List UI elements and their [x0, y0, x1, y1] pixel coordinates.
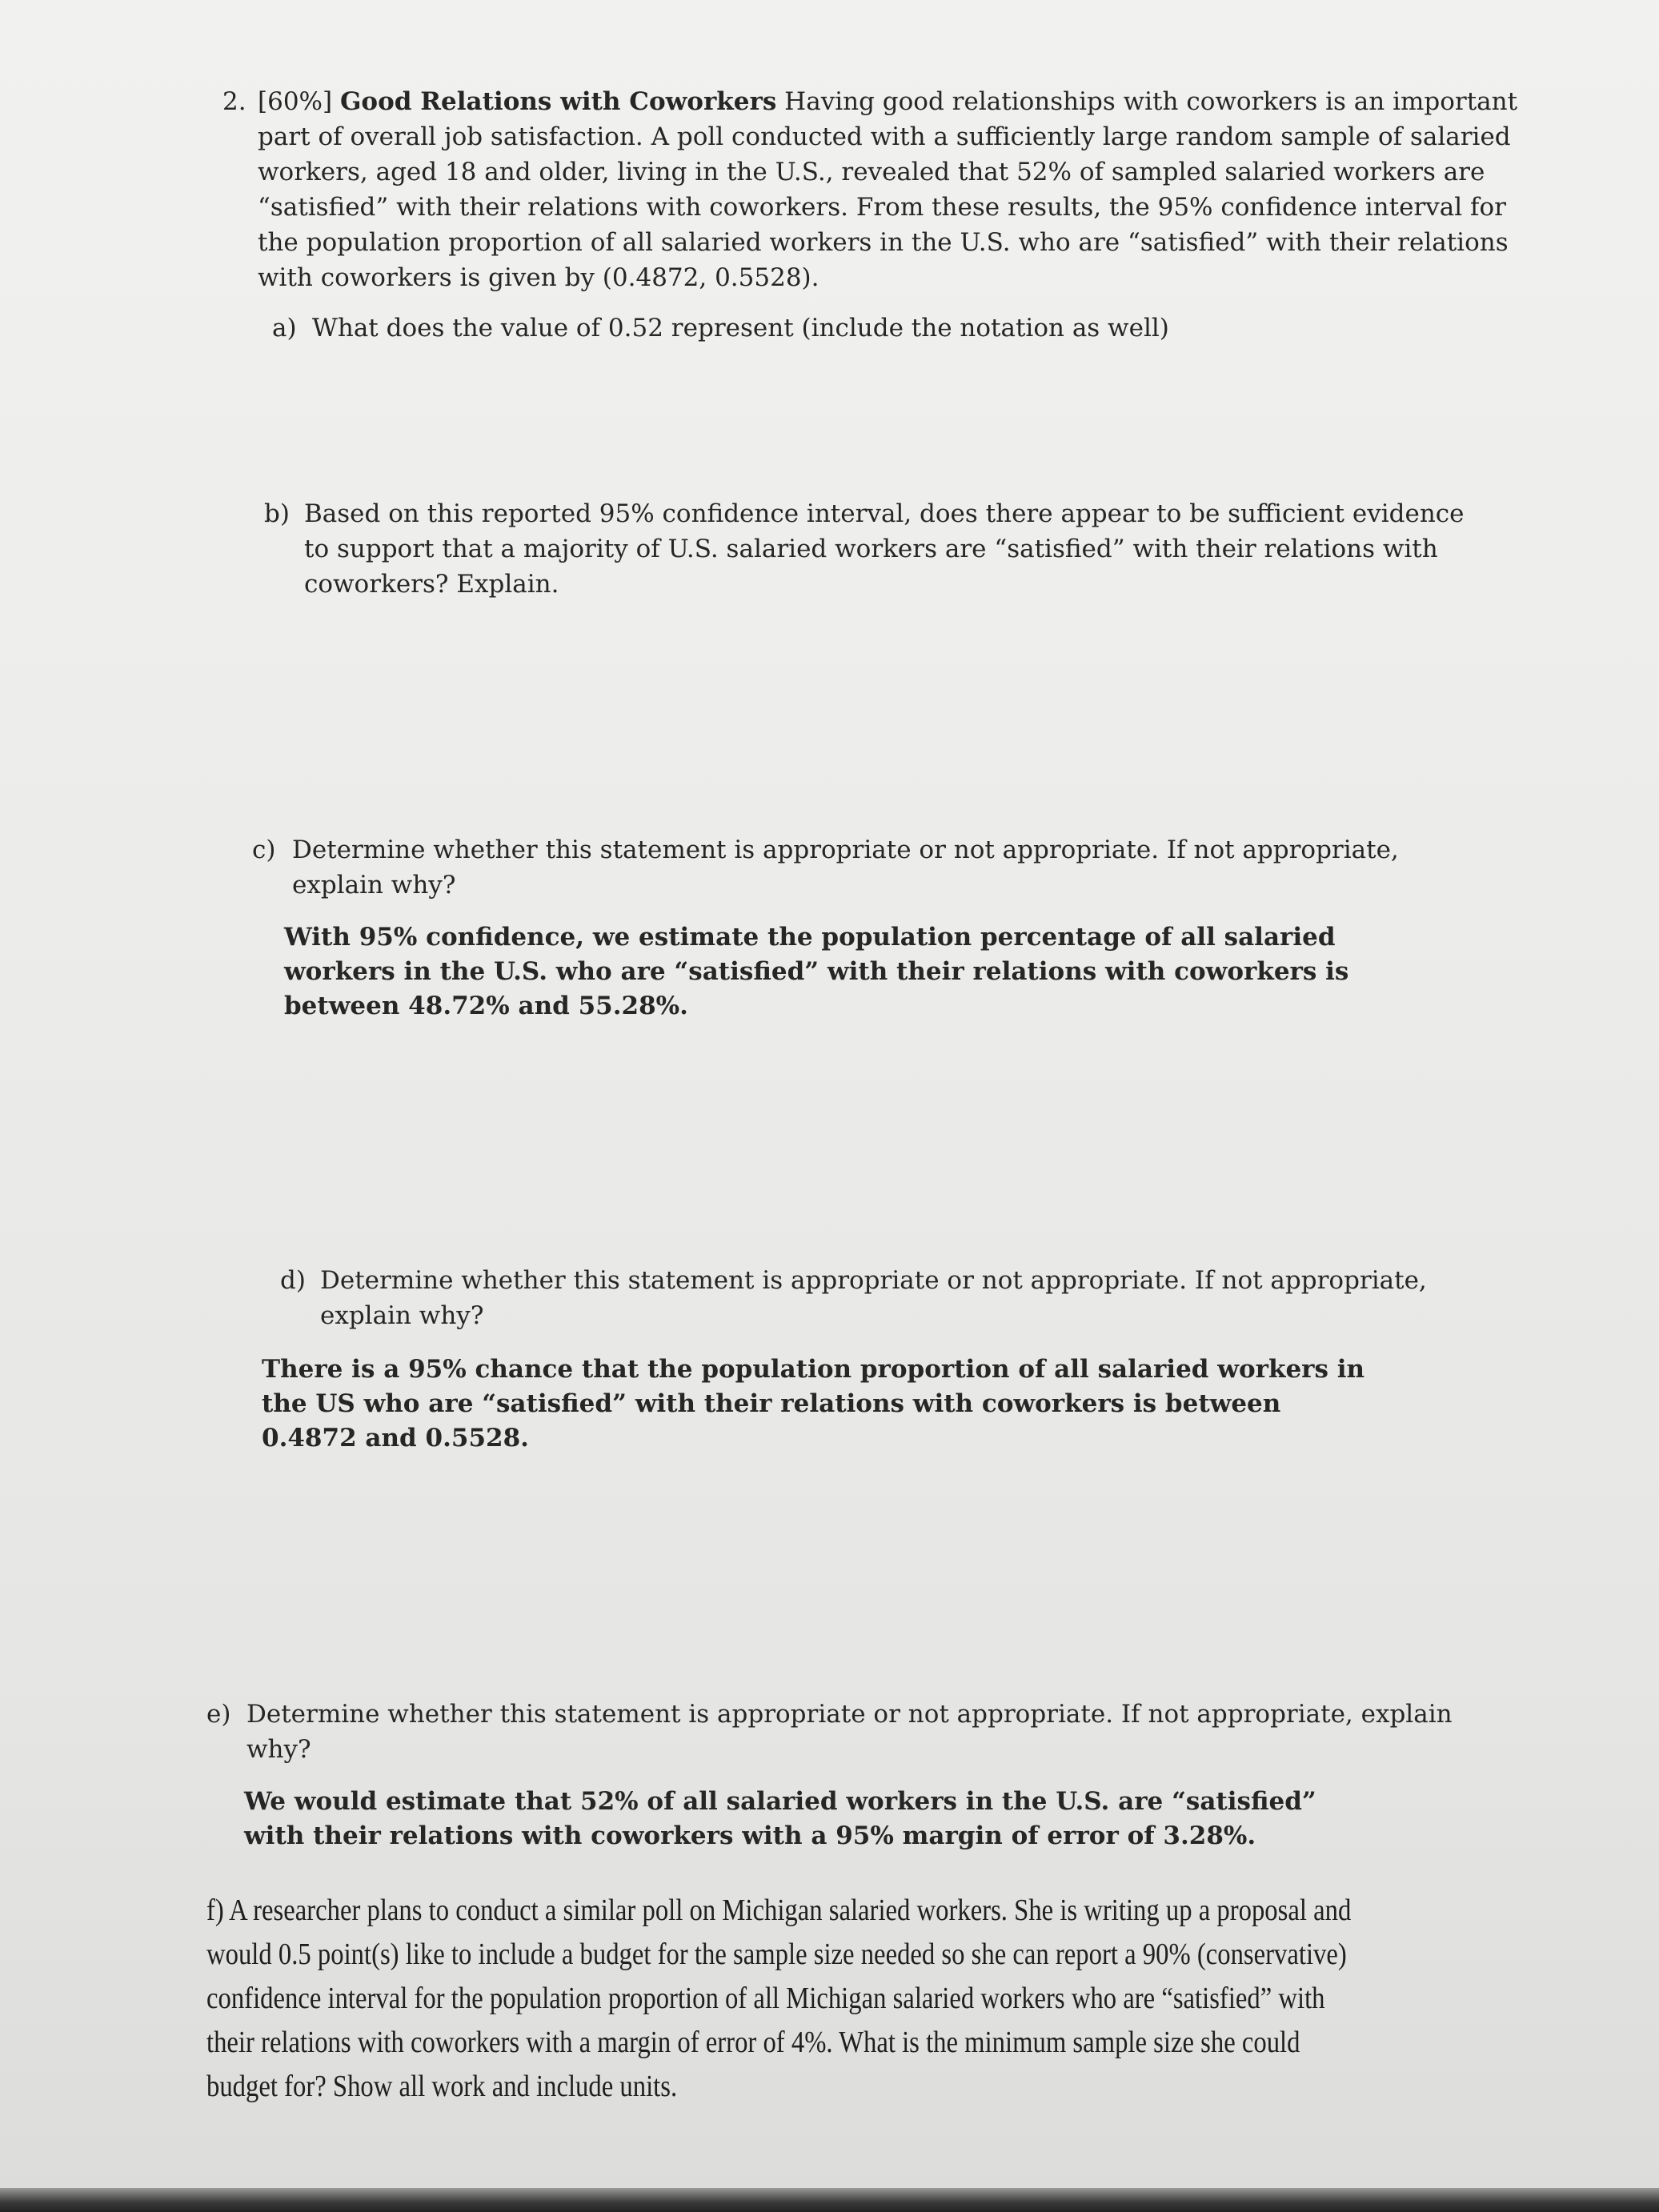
problem-2 [224, 84, 1545, 295]
part-b-question: Based on this reported 95% confidence interval, does there appear to be sufficient evidence to support that a majority of U.S. salaried workers are “satisfied” with their relations with coworkers? Explain. [304, 499, 1465, 599]
part-c-statement: With 95% confidence, we estimate the population percentage of all salaried workers in the U.S. who are “satisfied” with their relations with coworkers is between 48.72% and 55.28%. [284, 923, 1349, 1020]
part-c-question: Determine whether this statement is appropriate or not appropriate. If not appropriate, explain why? [292, 836, 1399, 900]
part-d [280, 1263, 1457, 1333]
part-c [252, 832, 1469, 903]
problem-text: Having good relationships with coworkers is an important part of overall job satisfaction. A poll conducted with a sufficiently large random sample of salaried workers, aged 18 and older, living in the U.S., revealed that 52% of sampled salaried workers are “satisfied” with their relations with coworkers. From these results, the 95% confidence interval for the population proportion of all salaried workers in the U.S. who are “satisfied” with their relations with coworkers is given by (0.4872, 0.5528). [258, 87, 1518, 292]
part-e [206, 1697, 1455, 1767]
part-b-label: b) [264, 499, 290, 528]
part-c-label: c) [252, 836, 276, 864]
problem-number: 2. [222, 87, 246, 116]
part-f [206, 1889, 1376, 2109]
part-f-label: f) [206, 1893, 224, 1927]
page-bottom-edge [0, 2188, 1659, 2212]
part-e-statement: We would estimate that 52% of all salaried workers in the U.S. are “satisfied” with their relations with coworkers with a 95% margin of error of 3.28%. [244, 1787, 1316, 1850]
part-e-question: Determine whether this statement is appropriate or not appropriate. If not appropriate, explain why? [246, 1700, 1453, 1764]
part-f-question: A researcher plans to conduct a similar poll on Michigan salaried workers. She is writing up a proposal and would 0.5 point(s) like to include a budget for the sample size needed so she can report a 90% (conservative) confidence interval for the population proportion of all Michigan salaried workers who are “satisfied” with their relations with coworkers with a margin of error of 4%. What is the minimum sample size she could budget for? Show all work and include units. [206, 1893, 1352, 2103]
problem-statement [258, 84, 1545, 295]
part-d-question: Determine whether this statement is appropriate or not appropriate. If not appropriate, explain why? [320, 1266, 1427, 1330]
problem-weight: [60%] [258, 87, 333, 116]
part-a [272, 311, 1521, 346]
part-e-label: e) [206, 1700, 231, 1729]
problem-title: Good Relations with Coworkers [339, 87, 777, 116]
part-b [264, 496, 1465, 602]
part-a-label: a) [272, 314, 297, 343]
part-a-question: What does the value of 0.52 represent (include the notation as well) [312, 314, 1169, 343]
part-d-label: d) [280, 1266, 306, 1295]
part-d-statement: There is a 95% chance that the population proportion of all salaried workers in the US who are “satisfied” with their relations with coworkers is between 0.4872 and 0.5528. [262, 1355, 1365, 1453]
